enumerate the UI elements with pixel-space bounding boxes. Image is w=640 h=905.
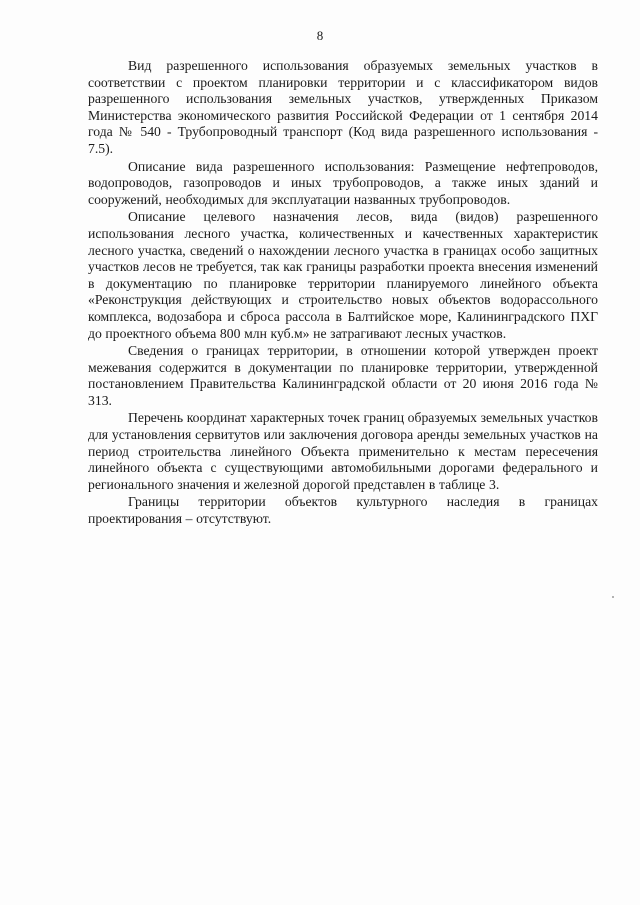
paragraph-use-description: Описание вида разрешенного использования: Размещение нефтепроводов, водопроводов, газопроводов и иных трубопроводов, а также иных зданий и сооружений, необходимых для эксплуатации названных трубопроводов. [88,158,598,207]
paragraph-territory-boundaries: Сведения о границах территории, в отношении которой утвержден проект межевания содержится в документации по планировке территории, утвержденной постановлением Правительства Калининградской области от 20 июня 2016 года № 313. [88,343,598,408]
scan-speck [612,596,614,598]
paragraph-cultural-heritage: Границы территории объектов культурного наследия в границах проектирования – отсутствуют. [88,494,598,527]
document-body [88,58,598,528]
paragraph-forest-purpose: Описание целевого назначения лесов, вида (видов) разрешенного использования лесного участка, количественных и качественных характеристик лесного участка, сведений о нахождении лесного участка в границах особо защитных участков лесов не требуется, так как границы разработки проекта внесения изменений в документацию по планировке территории планируемого линейного объекта «Реконструкция действующих и строительство новых объектов водорассольного комплекса, водозабора и сброса рассола в Балтийское море, Калининградского ПХГ до проектного объема 800 млн куб.м» не затрагивают лесных участков. [88,209,598,341]
page-number: 8 [316,28,324,43]
paragraph-coordinates-list: Перечень координат характерных точек границ образуемых земельных участков для установления сервитутов или заключения договора аренды земельных участков на период строительства линейного Объекта применительно к местам пересечения линейного объекта с существующими автомобильными дорогами федерального и регионального значения и железной дорогой представлен в таблице 3. [88,410,598,492]
paragraph-permitted-use: Вид разрешенного использования образуемых земельных участков в соответствии с проектом планировки территории и с классификатором видов разрешенного использования земельных участков, утвержденных Приказом Министерства экономического развития Российской Федерации от 1 сентября 2014 года № 540 - Трубопроводный транспорт (Код вида разрешенного использования - 7.5). [88,58,598,156]
